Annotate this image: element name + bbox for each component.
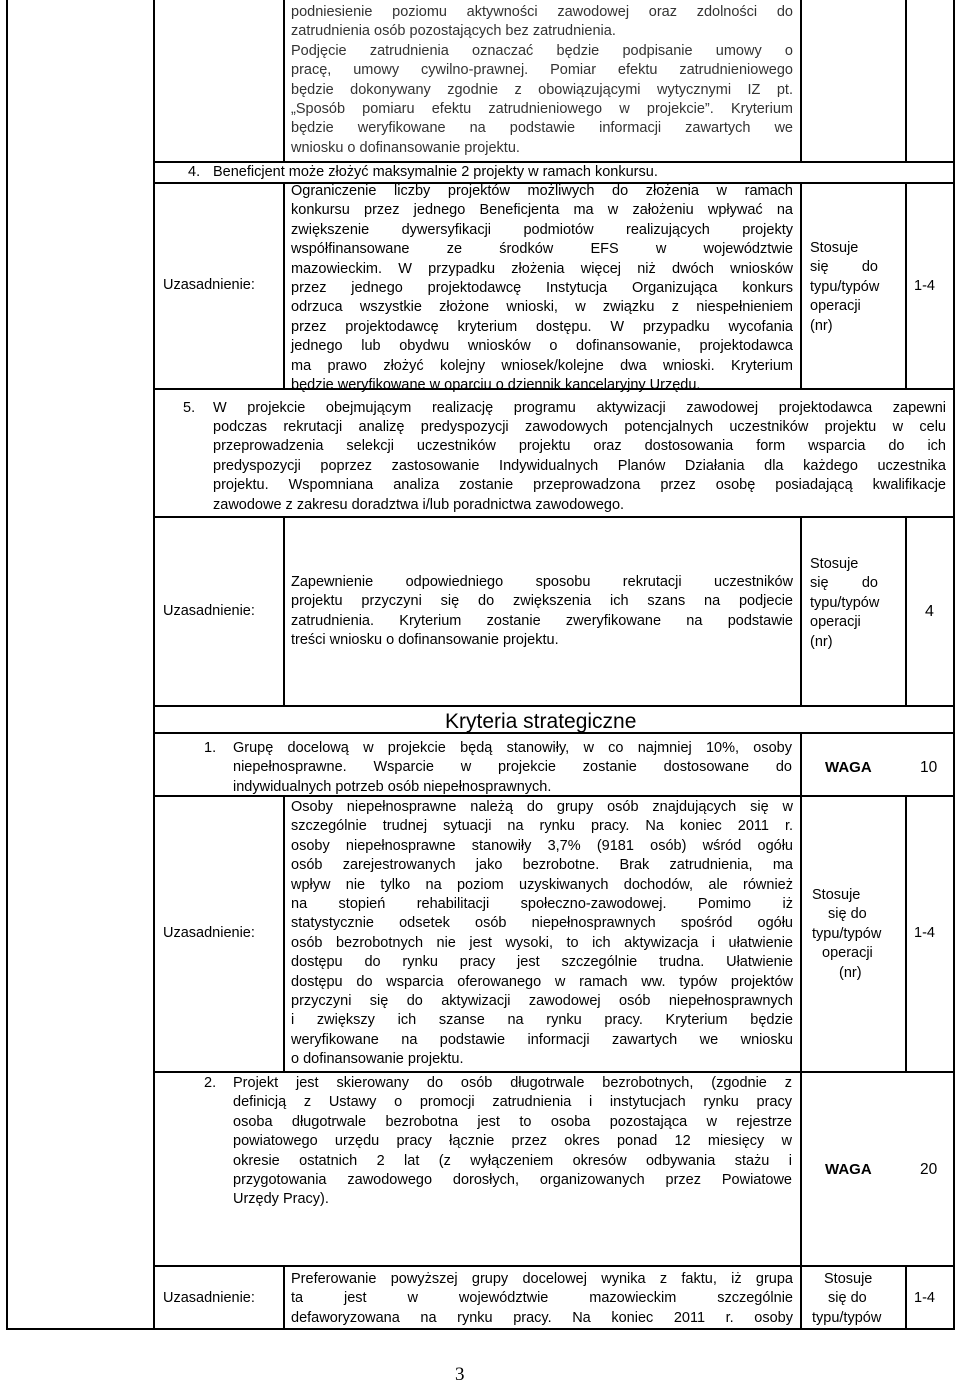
text-line: mazowieckim. W przypadku złożenia więcej niż dwóch wniosków (291, 260, 793, 277)
text-line: pracę, umowy cywilno-prawnej. Pomiar efektu zatrudnieniowego (291, 62, 793, 79)
column-divider-applies-line-2 (800, 183, 802, 389)
text-line: podniesienie poziomu aktywności zawodowej oraz zdolności do (291, 4, 793, 20)
text-line: weryfikowane na podstawie informacji zawartych we wniosku (291, 1031, 793, 1048)
item-1-weight-value: 10 (920, 759, 938, 776)
strategic-item-2-text (233, 1074, 792, 1210)
inner-left-border-line (153, 0, 155, 1330)
text-line: projektu przyczyni się do zwiększenia ich szans na podjecie (291, 593, 793, 610)
text-line: statystycznie odsetek osób niepełnosprawnych spośród ogółu (291, 915, 793, 932)
text-line: będzie dokonywany zgodnie z obowiązującymi wytycznymi IZ pt. (291, 81, 793, 98)
item-4-number: 4. (188, 164, 201, 180)
text-line: (nr) (810, 633, 833, 650)
text-line: typu/typów (812, 925, 882, 942)
text-line: przez jednego projektodawcę Instytucja Organizująca konkurs (291, 280, 793, 297)
text-line: treści wniosku o dofinansowanie projektu. (291, 632, 559, 649)
text-line: osób bezrobotnych nie jest wysoki, to ich aktywizacja i ułatwienie (291, 934, 793, 951)
text-line: przyczyni się do aktywizacji zawodowej osób niepełnosprawnych (291, 993, 793, 1010)
item-1-weight-label: WAGA (825, 759, 872, 776)
item-4-applies-to (810, 239, 890, 336)
item-5-number: 5. (183, 400, 196, 416)
text-line: się do (810, 575, 878, 592)
text-line: indywidualnych potrzeb osób niepełnosprawnych. (233, 778, 552, 795)
column-divider-text-line-2 (283, 183, 285, 389)
intro-criterion-text (291, 3, 793, 158)
text-line: dostępu do rynku pracy jest szczególnie trudna. Ułatwienie (291, 954, 793, 971)
text-line: defaworyzowana na rynku pracy. Na koniec 2011 r. osoby (291, 1309, 793, 1326)
item-2-weight-label: WAGA (825, 1161, 872, 1178)
text-line: W projekcie obejmującym realizację programu aktywizacji zawodowej projektodawca zapewni (213, 400, 946, 416)
text-line: się do (810, 259, 878, 276)
middle-range: 4 (925, 603, 934, 620)
text-line: wniosku o dofinansowanie projektu. (291, 139, 520, 156)
text-line: projektu. Wspomniana analiza zostanie przeprowadzona przez osobę posiadającą kwalifikacje (213, 477, 946, 494)
page-number: 3 (455, 1364, 465, 1385)
text-line: Stosuje (812, 887, 861, 903)
text-line: wpływ nie tylko na poziom uzyskiwanych dochodów, ale również (291, 876, 793, 893)
middle-applies-to (810, 555, 890, 652)
text-line: zawodowe z zakresu doradztwa i/lub poradnictwa zawodowego. (213, 496, 625, 513)
text-line: typu/typów (810, 278, 880, 295)
text-line: zatrudnienia. Kryterium zostanie zweryfikowane na podstawie (291, 612, 793, 629)
text-line: Zapewnienie odpowiedniego sposobu rekrutacji uczestników (291, 574, 793, 590)
text-line: predyspozycji poprzez zastosowanie Indywidualnych Planów Działania dla każdego uczestnika (213, 457, 946, 474)
text-line: typu/typów (812, 1309, 882, 1326)
text-line: konkursu przez jednego Beneficjenta ma w założeniu wpływać na (291, 202, 793, 219)
item-5-text-continued (213, 418, 946, 515)
column-divider-applies-line-4 (800, 796, 802, 1072)
text-line: (nr) (810, 317, 833, 334)
text-line: operacji (810, 298, 861, 315)
row-rule (153, 705, 955, 707)
strategic-item-2-number: 2. (204, 1075, 217, 1091)
strategic-item-1-applies-to (812, 886, 892, 983)
page-bottom-rule (6, 1328, 955, 1330)
text-line: będzie weryfikowane w oparciu o dziennik kancelaryjny Urzędu. (291, 377, 701, 394)
text-line: Podjęcie zatrudnienia oznaczać będzie podpisanie umowy o (291, 42, 793, 59)
text-line: podczas rekrutacji analizę predyspozycji zawodowych potencjalnych uczestników projektu w celu (213, 419, 946, 435)
text-line: operacji (822, 945, 873, 962)
column-divider-applies-line-3 (800, 518, 802, 706)
text-line: Ograniczenie liczby projektów możliwych do złożenia w ramach (291, 183, 793, 199)
column-divider-range-line-2 (905, 183, 907, 389)
text-line: odrzuca wszystkie złożone wnioski, w związku z niespełnieniem (291, 299, 793, 316)
row-rule (153, 516, 955, 518)
text-line: i zwiększy ich szanse na rynku pracy. Kryterium będzie (291, 1012, 793, 1029)
column-divider-range-line-4 (905, 796, 907, 1072)
item-5-text (213, 399, 946, 418)
text-line: szczególnie trudnej sytuacji na rynku pracy. Na koniec 2011 r. (291, 818, 793, 835)
column-divider-text-line-4 (283, 796, 285, 1072)
bottom-justification (291, 1270, 793, 1328)
middle-justification (291, 573, 793, 651)
text-line: „Sposób pomiaru efektu zatrudnieniowego w projekcie”. Kryterium (291, 101, 793, 118)
bottom-applies-to (812, 1270, 904, 1328)
strategic-item-1-justification (291, 798, 793, 1070)
text-line: się do (828, 1290, 867, 1307)
text-line: Stosuje (824, 1271, 873, 1287)
text-line: osoba długotrwale bezrobotna jest to osoba pozostająca w rejestrze (233, 1113, 792, 1130)
text-line: Preferowanie powyższej grupy docelowej wynika z faktu, iż grupa (291, 1271, 793, 1287)
strategic-item-1-number: 1. (204, 740, 217, 756)
column-divider-applies-line-5 (800, 1266, 802, 1330)
text-line: Stosuje (810, 556, 859, 572)
column-divider-text-line-3 (283, 518, 285, 706)
text-line: przez projektodawcę kryterium dostępu. W przypadku wycofania (291, 318, 793, 335)
text-line: Grupę docelową w projekcie będą stanowiły, w co najmniej 10%, osoby (233, 740, 792, 756)
text-line: Stosuje (810, 240, 859, 256)
item-4-justification (291, 182, 793, 395)
column-divider-text-line-5 (283, 1266, 285, 1330)
text-line: okresie ostatnich 2 lat (z wyłączeniem okresów odbywania stażu i (233, 1152, 792, 1169)
column-divider-range-line (905, 0, 907, 162)
text-line: definicją z Ustawy o promocji zatrudnienia i instytucjach rynku pracy (233, 1094, 792, 1111)
text-line: niepełnosprawne. Wsparcie w projekcie zostanie dostosowane do (233, 759, 792, 776)
uzasadnienie-label: Uzasadnienie: (163, 277, 255, 293)
strategic-criteria-heading: Kryteria strategiczne (445, 710, 637, 733)
column-divider-text-line (283, 0, 285, 162)
row-rule (153, 1265, 955, 1267)
text-line: na stopień rehabilitacji społeczno-zawodowej. Pomimo iż (291, 896, 793, 913)
text-line: typu/typów (810, 594, 880, 611)
text-line: osoby niepełnosprawne stanowiły 3,7% (9181 osób) wśród ogółu (291, 837, 793, 854)
text-line: Urzędy Pracy). (233, 1191, 329, 1208)
bottom-range: 1-4 (914, 1290, 935, 1306)
item-4-text: Beneficjent może złożyć maksymalnie 2 projekty w ramach konkursu. (213, 164, 658, 180)
strategic-item-1-range: 1-4 (914, 925, 935, 941)
text-line: operacji (810, 614, 861, 631)
text-line: przeprowadzenia selekcji uczestników projektu oraz dostosowania form wsparcia do ich (213, 438, 946, 455)
text-line: dostępu do wsparcia oferowanego w ramach ww. typów projektów (291, 973, 793, 990)
waga-column-line (800, 733, 802, 796)
text-line: będzie weryfikowane na podstawie informacji zawartych we (291, 120, 793, 137)
text-line: jednego lub obydwu wniosków o dofinansowanie, projektodawca (291, 338, 793, 355)
text-line: współfinansowane ze środków EFS w województwie (291, 241, 793, 258)
text-line: ta jest w województwie mazowieckim szczególnie (291, 1290, 793, 1307)
waga-column-line-2 (800, 1072, 802, 1266)
column-divider-range-line-5 (905, 1266, 907, 1330)
item-4-range: 1-4 (914, 278, 935, 294)
text-line: się do (828, 906, 867, 923)
column-divider-range-line-3 (905, 518, 907, 706)
text-line: przygotowania zawodowego dorosłych, organizowanych przez Powiatowe (233, 1172, 792, 1189)
text-line: ma prawo złożyć kolejny wniosek/kolejne dwa wnioski. Kryterium (291, 357, 793, 374)
text-line: zwiększenie dywersyfikacji podmiotów realizujących projekty (291, 221, 793, 238)
uzasadnienie-label: Uzasadnienie: (163, 1290, 255, 1306)
text-line: powiatowego urzędu pracy łącznie przez okres ponad 12 miesięcy w (233, 1133, 792, 1150)
uzasadnienie-label: Uzasadnienie: (163, 925, 255, 941)
text-line: Osoby niepełnosprawne należą do grupy osób znajdujących się w (291, 799, 793, 815)
text-line: zatrudnienia osób pozostających bez zatrudnienia. (291, 23, 616, 40)
text-line: o dofinansowanie projektu. (291, 1051, 464, 1068)
column-divider-applies-line (800, 0, 802, 162)
item-2-weight-value: 20 (920, 1161, 938, 1178)
uzasadnienie-label: Uzasadnienie: (163, 603, 255, 619)
text-line: Projekt jest skierowany do osób długotrwale bezrobotnych, (zgodnie z (233, 1075, 792, 1091)
left-border-line (6, 0, 8, 1330)
row-rule (153, 1071, 955, 1073)
right-border-line (953, 0, 955, 1330)
text-line: osób zarejestrowanych jako bezrobotne. Brak zatrudnienia, ma (291, 857, 793, 874)
text-line: (nr) (839, 964, 862, 981)
strategic-item-1-text (233, 739, 792, 797)
